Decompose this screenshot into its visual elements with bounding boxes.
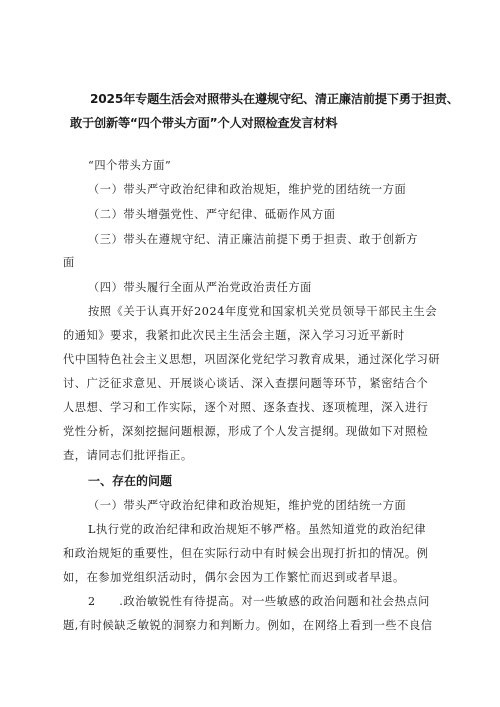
item-4: （四）带头履行全面从严治党政治责任方面 bbox=[88, 281, 312, 294]
item-3: （三）带头在遵规守纪、清正廉洁前提下勇于担责、敢于创新方 bbox=[88, 233, 419, 246]
para2-line-1: L执行党的政治纪律和政治规矩不够严格。虽然知道党的政治纪律 bbox=[88, 523, 427, 536]
subsection-1: （一）带头严守政治纪律和政治规矩，维护党的团结统一方面 bbox=[88, 499, 407, 512]
item-1: （一）带头严守政治纪律和政治规矩，维护党的团结统一方面 bbox=[88, 183, 407, 196]
para1-line-4: 讨、广泛征求意见、开展谈心谈话、深入查摆问题等环节，紧密结合个 bbox=[63, 377, 429, 390]
para2-line-2: 和政治规矩的重要性，但在实际行动中有时候会出现打折扣的情况。例 bbox=[63, 547, 429, 560]
para3-line-1: 2 .政治敏锐性有待提高。对一些敏感的政治问题和社会热点问 bbox=[88, 595, 430, 608]
para1-line-3: 代中国特色社会主义思想，巩固深化党纪学习教育成果，通过深化学习研 bbox=[63, 353, 441, 366]
para1-line-1: 按照《关于认真开好2024年度党和国家机关党员领导干部民主生会 bbox=[88, 305, 438, 318]
doc-title-line-1: 2025年专题生活会对照带头在遵规守纪、清正廉洁前提下勇于担责、 bbox=[90, 92, 459, 106]
doc-title-line-2: 敢于创新等“四个带头方面”个人对照检查发言材料 bbox=[70, 116, 338, 130]
para3-line-2: 题,有时候缺乏敏锐的洞察力和判断力。例如，在网络上看到一些不良信 bbox=[63, 619, 433, 632]
section-heading-1: 一、存在的问题 bbox=[88, 474, 173, 488]
para1-line-6: 党性分析，深刻挖掘问题根源，形成了个人发言提纲。现做如下对照检 bbox=[63, 425, 429, 438]
para1-line-2: 的通知》要求，我紧扣此次民主生活会主题，深入学习习近平新时 bbox=[63, 329, 405, 342]
intro-heading: “四个带头方面” bbox=[88, 159, 172, 172]
item-3-cont: 面 bbox=[63, 256, 75, 269]
para1-line-7: 查，请同志们批评指正。 bbox=[63, 449, 193, 462]
para2-line-3: 如，在参加党组织活动时，偶尔会因为工作繁忙而迟到或者早退。 bbox=[63, 571, 405, 584]
para1-line-5: 人思想、学习和工作实际，逐个对照、逐条查找、逐项梳理，深入进行 bbox=[63, 401, 429, 414]
item-2: （二）带头增强党性、严守纪律、砥砺作风方面 bbox=[88, 208, 336, 221]
